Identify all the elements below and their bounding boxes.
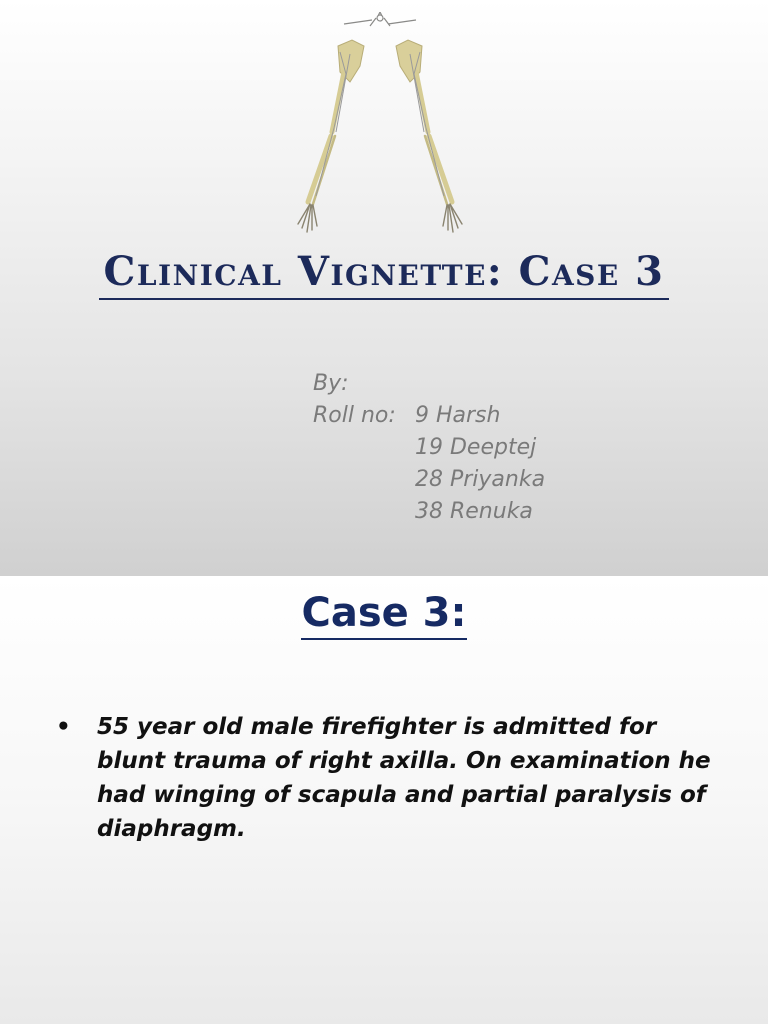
case-description: 55 year old male firefighter is admitted for blunt trauma of right axilla. On examination he had winging of scapula and partial paralysis of diaphragm. xyxy=(97,714,711,842)
case-title: Case 3: xyxy=(0,590,768,636)
roll-label: Roll no: xyxy=(313,403,396,428)
by-label: By: xyxy=(313,371,349,396)
author-block xyxy=(313,368,545,528)
presentation-title: Clinical Vignette: Case 3 xyxy=(0,248,768,295)
skeleton-upper-limbs-icon xyxy=(270,12,490,240)
case-bullet xyxy=(56,710,716,846)
member-name: 9 Harsh xyxy=(415,403,501,428)
bullet-marker: • xyxy=(56,714,71,740)
member-name: 38 Renuka xyxy=(415,499,533,524)
slide-case xyxy=(0,576,768,1024)
member-name: 19 Deeptej xyxy=(415,435,537,460)
member-name: 28 Priyanka xyxy=(415,467,546,492)
case-bullet-list xyxy=(56,710,716,846)
